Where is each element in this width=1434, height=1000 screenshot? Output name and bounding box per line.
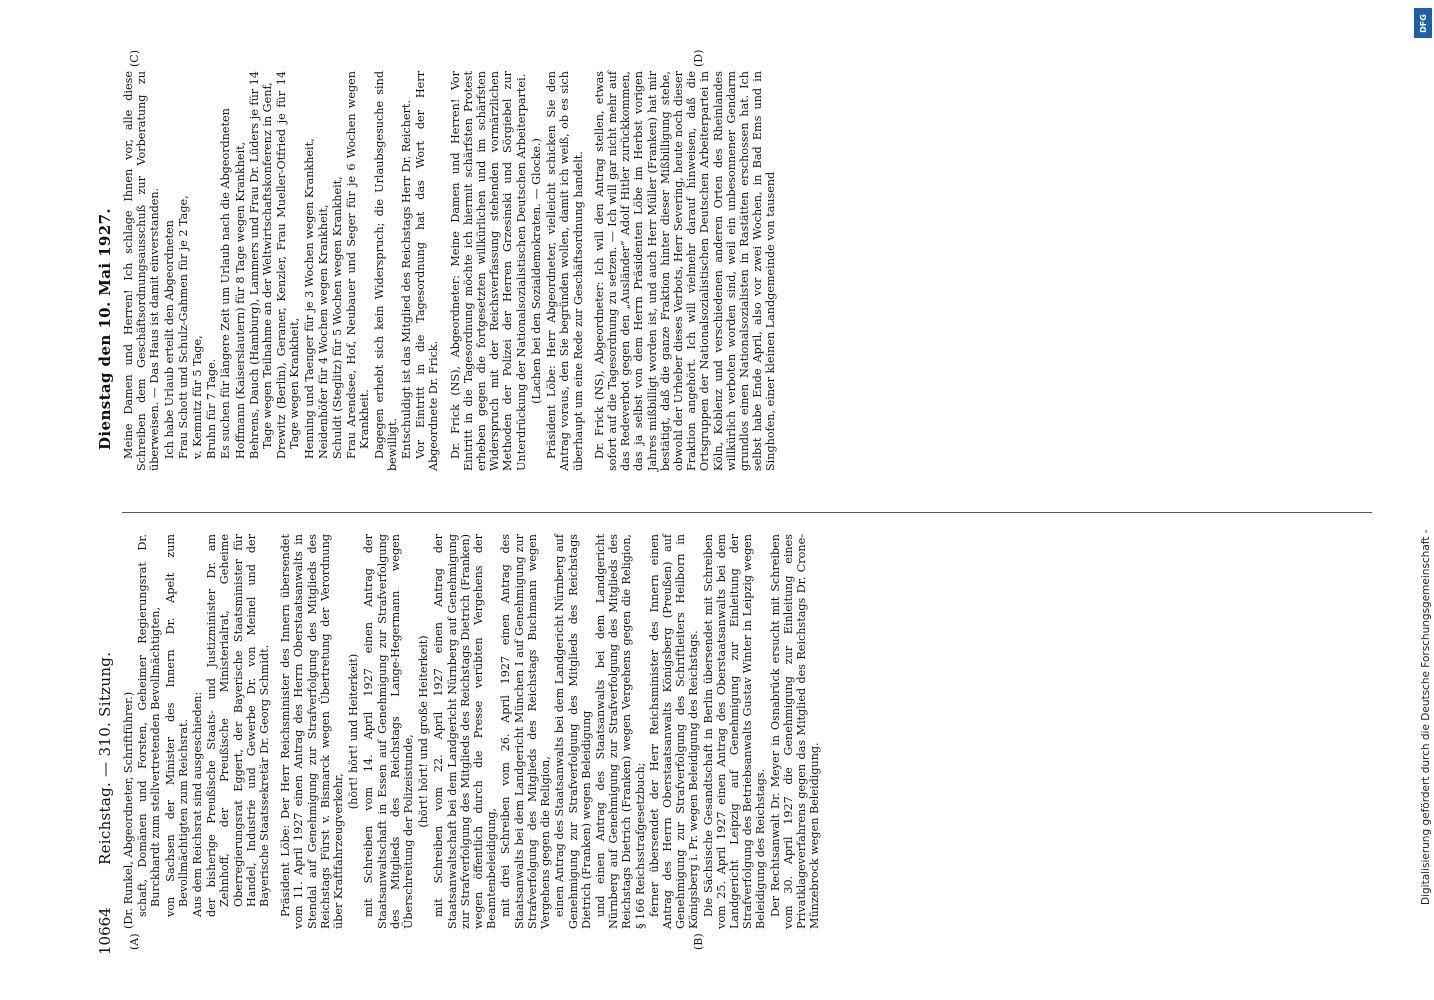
paragraph: mit drei Schreiben vom 26. April 1927 einen Antrag des Staatsanwalts bei dem Landgericht München I auf Genehmigung zur Strafverfolgung des Mitglieds des Reichstags Buchmann wegen Vergehens gegen die Religion, [499, 534, 553, 929]
header-date: Dienstag den 10. Mai 1927. [96, 207, 114, 450]
list-item: Frau Schott und Schulz-Gahmen für je 2 Tage, [176, 195, 190, 459]
paragraph: Der Rechtsanwalt Dr. Meyer in Osnabrück ersucht mit Schreiben vom 30. April 1927 die Genehmigung zur Einleitung eines Privatklageverfahrens gegen das Mitglied des Reichstags Dr. Crone-Münzebrock wegen Beleidigung. [768, 534, 822, 929]
paragraph: Präsident Löbe: Der Herr Reichsminister des Innern übersendet vom 11. April 1927 einen Antrag des Herrn Oberstaatsanwalts in Stendal auf Genehmigung zur Strafverfolgung des Mitglieds des Reichstags Fürst v. Bismarck wegen Übertretung der Verordnung über Kraftfahrzeugverkehr, [279, 534, 346, 929]
list-item: Hoffmann (Kaiserslautern) für 8 Tage wegen Krankheit, [233, 141, 247, 459]
paragraph: schaft, Domänen und Forsten, Geheimer Regierungsrat Dr. Burckhardt zum stellvertretenden Bevollmächtigten, [136, 534, 163, 917]
list-item: Neidenhöfer für 4 Wochen wegen Krankheit, [316, 204, 330, 459]
margin-mark-c: (C) [128, 50, 141, 67]
page-header [92, 55, 118, 955]
paragraph: und einen Antrag des Staatsanwalts bei dem Landgericht Nürnberg auf Genehmigung zur Strafverfolgung des Mitglieds des Reichstags Dietrich (Franken) wegen Vergehens gegen die Religion, § 166 Reichsstrafgesetzbuch; [593, 534, 647, 929]
paragraph: mit Schreiben vom 14. April 1927 einen Antrag der Staatsanwaltschaft in Essen auf Genehmigung zur Strafverfolgung des Mitglieds des Reichstags Lange-Hegermann wegen Überschreitung der Polizeistunde, [362, 534, 416, 929]
paragraph: Es suchen für längere Zeit um Urlaub nach die Abgeordneten [219, 108, 233, 459]
list-item: Schuldt (Steglitz) für 5 Wochen wegen Krankheit, [331, 176, 345, 459]
page-number: 10664 [96, 907, 114, 955]
margin-mark-b: (B) [692, 933, 705, 950]
list-item: Bruhn für 7 Tage. [205, 358, 219, 459]
interjection: (Lachen bei den Sozialdemokraten. — Glocke.) [529, 138, 543, 404]
list-item: v. Kemnitz für 5 Tage, [191, 335, 205, 459]
paragraph: mit Schreiben vom 22. April 1927 einen Antrag der Staatsanwaltschaft bei dem Landgericht Nürnberg auf Genehmigung zur Strafverfolgung des Mitglieds des Reichstags Dietrich (Franken) wegen öffentlich durch die Presse verübten Vergehens der Beamtenbeleidigung, [432, 534, 499, 929]
paragraph: einen Antrag des Staatsanwalts bei dem Landgericht Nürnberg auf Genehmigung zur Strafverfolgung des Mitglieds des Reichstags Dietrich (Franken) wegen Beleidigung [553, 534, 593, 929]
interjection: (hört! hört! und Heiterkeit) [347, 653, 361, 810]
paragraph: Präsident Löbe: Herr Abgeordneter, vielleicht schicken Sie den Antrag voraus, den Sie begründen wollen, damit ich weiß, ob es sich überhaupt um eine Rede zur Geschäftsordnung handelt. [545, 71, 585, 471]
paragraph: Meine Damen und Herren! Ich schlage Ihnen vor, alle diese Schreiben dem Geschäftsordnungsausschuß zur Vorberatung zu überweisen. — Das Haus ist damit einverstanden. [122, 71, 162, 471]
column-divider [122, 512, 1372, 513]
margin-mark-a: (A) [128, 933, 141, 950]
paragraph: Dagegen erhebt sich kein Widerspruch; die Urlaubsgesuche sind bewilligt. [372, 71, 399, 471]
paragraph: Dr. Frick (NS), Abgeordneter: Ich will den Antrag stellen, etwas sofort auf die Tagesordnung zu setzen. — Ich will gar nicht mehr auf das Redeverbot gegen den „Ausländer“ Adolf Hitler zurückkommen, das ja selbst von dem Herrn Präsidenten Löbe im Herbst vorigen Jahres mißbilligt worden ist, und auch Herr Müller (Franken) hat mir bestätigt, daß die ganze Fraktion hinter dieser Mißbilligung stehe, obwohl der Urheber dieses Verbots, Herr Severing, heute noch dieser Fraktion angehört. Ich will vielmehr darauf hinweisen, daß die Ortsgruppen der Nationalsozialistischen Deutschen Arbeiterpartei in Köln, Koblenz und verschiedenen anderen Orten des Rheinlandes willkürlich verboten worden sind, weil ein unbesonnener Gendarm grundlos einen Nationalsozialisten in Rastätten erschossen hat. Ich selbst habe Ende April, also vor zwei Wochen, in Bad Ems und in Singhofen, einer kleinen Landgemeinde von tausend [592, 71, 778, 471]
paragraph: (Dr. Runkel, Abgeordneter, Schriftführer.) [122, 691, 135, 929]
paragraph: Vor Eintritt in die Tagesordnung hat das Wort der Herr Abgeordnete Dr. Frick. [414, 71, 441, 471]
digitization-credit: Digitalisierung gefördert durch die Deutsche Forschungsgemeinschaft - [1420, 529, 1432, 905]
left-column [122, 534, 822, 929]
interjection: (hört! hört! und große Heiterkeit) [417, 635, 431, 828]
list-item: Drewitz (Berlin), Geraner, Kenzler, Frau Mueller-Otfried je für 14 Tage wegen Krankheit, [275, 71, 302, 459]
rotated-page-content [92, 49, 1422, 955]
paragraph: von Sachsen der Minister des Innern Dr. Apelt zum Bevollmächtigten zum Reichsrat. [163, 534, 190, 917]
right-column [122, 71, 779, 471]
paragraph: Die Sächsische Gesandtschaft in Berlin übersendet mit Schreiben vom 25. April 1927 einen Antrag des Oberstaatsanwalts bei dem Landgericht Leipzig auf Genehmigung zur Einleitung der Strafverfolgung des Betriebsanwalts Gustav Winter in Leipzig wegen Beleidigung des Reichstags. [701, 534, 768, 929]
paragraph: Aus dem Reichsrat sind ausgeschieden: [191, 691, 205, 917]
list-item: Frau Arendsee, Hof, Neubauer und Seger für je 6 Wochen wegen Krankheit. [345, 71, 372, 459]
header-title: Reichstag. — 310. Sitzung. [96, 651, 114, 865]
paragraph: der bisherige Preußische Staats- und Justizminister Dr. am Zehnhoff, der Preußische Ministerialrat, Geheime Oberregierungsrat Eggert, der Bayerische Staatsminister für Handel, Industrie und Gewerbe Dr. von Meinel und der Bayerische Staatssekretär Dr. Georg Schmidt. [205, 534, 272, 917]
paragraph: Dr. Frick (NS), Abgeordneter: Meine Damen und Herren! Vor Eintritt in die Tagesordnung möchte ich hiermit schärfsten Protest erheben gegen die fortgesetzten willkürlichen und im schärfsten Widerspruch mit der Reichsverfassung stehenden vormärzlichen Methoden der Polizei der Herren Grzesinski und Sörgiebel zur Unterdrückung der Nationalsozialistischen Deutschen Arbeiterpartei. [448, 71, 528, 471]
margin-mark-d: (D) [692, 49, 705, 67]
dfg-logo: DFG [1414, 8, 1432, 38]
list-item: Henning und Taenger für je 3 Wochen wegen Krankheit, [302, 138, 316, 459]
list-item: Behrens, Dauch (Hamburg), Lammers und Frau Dr. Lüders je für 14 Tage wegen Teilnahme an der Weltwirtschaftskonferenz in Genf, [247, 71, 275, 459]
paragraph: Ich habe Urlaub erteilt den Abgeordneten [162, 220, 176, 459]
paragraph: Entschuldigt ist das Mitglied des Reichstags Herr Dr. Reichert. [400, 100, 414, 459]
paragraph: ferner übersendet der Herr Reichsminister des Innern einen Antrag des Herrn Oberstaatsanwalts Königsberg (Preußen) auf Genehmigung zur Strafverfolgung des Schriftleiters Heilborn in Königsberg i. Pr. wegen Beleidigung des Reichstags. [647, 534, 701, 929]
